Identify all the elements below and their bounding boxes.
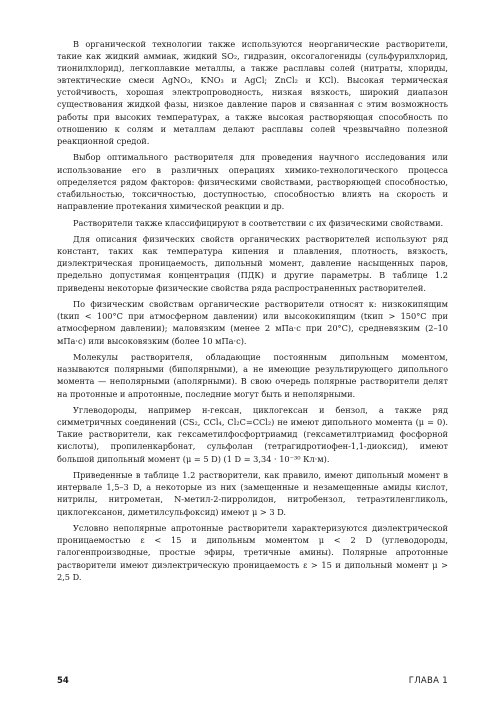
running-head: ГЛАВА 1 [408, 676, 448, 686]
paragraph-dipole-range: Приведенные в таблице 1.2 растворители, как правило, имеют дипольный момент в интервале 1,5–3 D, а некоторые из них (замещенные и незамещенные амиды кислот, нитрилы, нитрометан, N-метил-2-пирролидон, нитробензол, тетраэтиленгликоль, циклогексанон, диметилсульфоксид) имеют μ > 3 D. [57, 470, 448, 517]
paragraph-inorganic-solvents: В органической технологии также используются неорганические растворители, такие как жидкий аммиак, жидкий SO₂, гидразин, оксогалогениды (сульфурилхлорид, тионилхлорид), легкоплавкие металлы, а также расплавы солей (нитраты, хлориды, эвтектические смеси AgNO₃, KNO₃ и AgCl; ZnCl₂ и KCl). Высокая термическая устойчивость, хорошая электропроводность, низкая вязкость, широкий диапазон существования жидкой фазы, низкое давление паров и связанная с этим возможность работы при высоких температурах, а также высокая растворяющая способность по отношению к солям и металлам делают расплавы солей чрезвычайно полезной реакционной средой. [57, 39, 448, 146]
paragraph-polar-molecules: Молекулы растворителя, обладающие постоянным дипольным моментом, называются полярными (биполярными), а не имеющие результирующего дипольного момента — неполярными (аполярными). В свою очередь полярные растворители делят на протонные и апротонные, последние могут быть и неполярными. [57, 352, 448, 399]
paragraph-solvent-choice: Выбор оптимального растворителя для проведения научного исследования или использование его в различных операциях химико-технологического процесса определяется рядом факторов: физическими свойствами, растворяющей способностью, стабильностью, токсичностью, доступностью, способностью влиять на скорость и направление протекания химической реакции и др. [57, 152, 448, 211]
page-footer [57, 676, 448, 686]
paragraph-hydrocarbons-dipole: Углеводороды, например н-гексан, циклогексан и бензол, а также ряд симметричных соединений (CS₂, CCl₄, Cl₂C=CCl₂) не имеют дипольного момента (μ = 0). Такие растворители, как гексаметилфосфортриамид (гексаметилтриамид фосфорной кислоты), пропиленкарбонат, сульфолан (тетрагидротиофен-1,1-диоксид), имеют большой дипольный момент (μ = 5 D) (1 D = 3,34 · 10⁻³⁰ Кл·м). [57, 405, 448, 464]
body-text [57, 38, 448, 587]
page-number: 54 [57, 676, 69, 686]
paragraph-boiling-viscosity: По физическим свойствам органические растворители относят к: низкокипящим (tкип < 100°C при атмосферном давлении) или высококипящим (tкип > 150°C при атмосферном давлении); маловязким (менее 2 мПа·с при 20°C), средневязким (2–10 мПа·с) или высоковязким (более 10 мПа·с). [57, 299, 448, 346]
paragraph-classification: Растворители также классифицируют в соответствии с их физическими свойствами. [73, 217, 444, 228]
paragraph-aprotic-solvents: Условно неполярные апротонные растворители характеризуются диэлектрической проницаемостью ε < 15 и дипольным моментом μ < 2 D (углеводороды, галогенпроизводные, простые эфиры, третичные амины). Полярные апротонные растворители имеют диэлектрическую проницаемость ε > 15 и дипольный момент μ > 2,5 D. [57, 523, 448, 582]
paragraph-physical-constants: Для описания физических свойств органических растворителей используют ряд констант, таких как температура кипения и плавления, плотность, вязкость, диэлектрическая проницаемость, дипольный момент, давление насыщенных паров, предельно допустимая концентрация (ПДК) и другие параметры. В таблице 1.2 приведены некоторые физические свойства ряда распространенных растворителей. [57, 234, 448, 293]
